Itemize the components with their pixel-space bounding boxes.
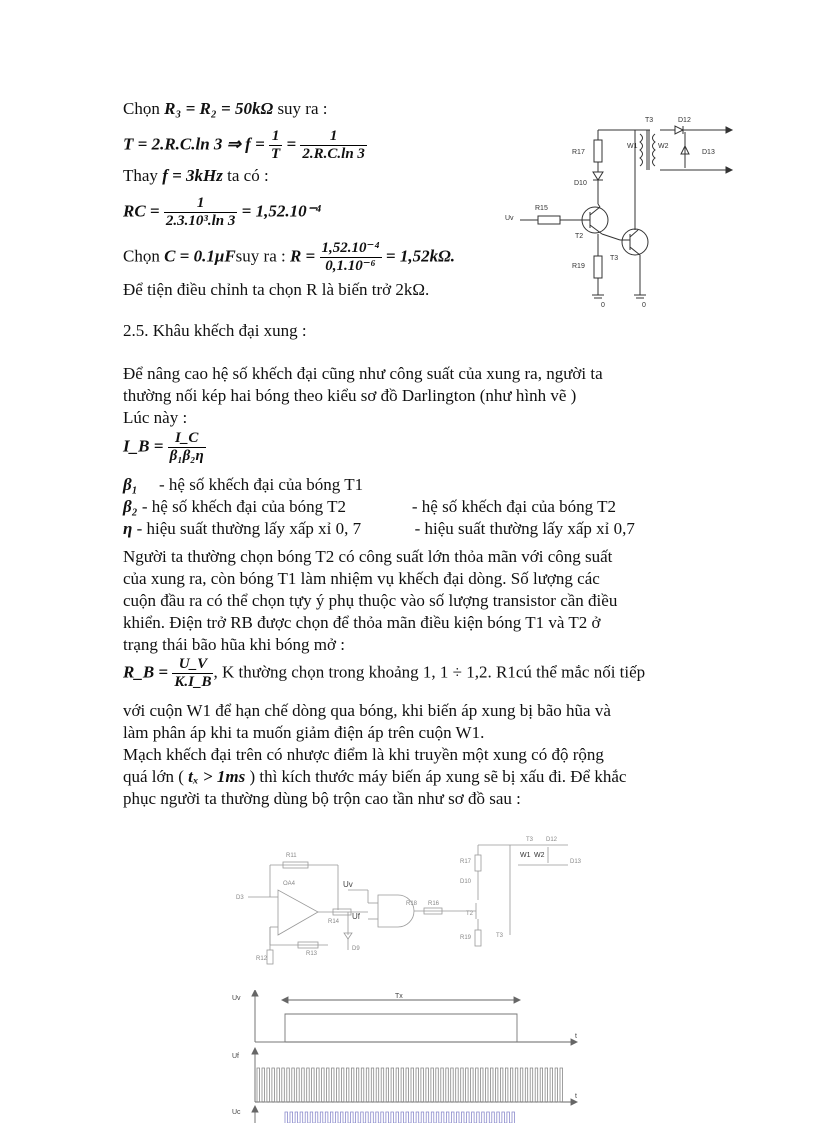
- text: Để nâng cao hệ số khếch đại cũng như công suất của xung ra, người ta: [123, 364, 603, 383]
- text: với cuộn W1 để hạn chế dòng qua bóng, khi biến áp xung bị bão hũa và: [123, 701, 611, 720]
- fraction-1-over-t: [269, 128, 282, 163]
- definitions-list: [123, 474, 703, 540]
- label: R17: [460, 859, 472, 865]
- numerator: 1,52.10⁻⁴: [321, 240, 380, 256]
- label: T3: [526, 837, 534, 843]
- label: T2: [466, 911, 474, 917]
- label-tx: Tx: [395, 993, 403, 1000]
- text: phục người ta thường dùng bộ trộn cao tần như sơ đồ sau :: [123, 789, 521, 808]
- text: Thay: [123, 166, 158, 185]
- section-heading: 2.5. Khâu khếch đại xung :: [123, 321, 307, 340]
- text: suy ra :: [235, 246, 286, 266]
- darlington-circuit-diagram: [480, 110, 750, 310]
- denominator: 2.R.C.ln 3: [302, 146, 365, 162]
- text: Lúc này :: [123, 408, 188, 427]
- resistor-r19b: [475, 930, 481, 946]
- and-gate-symbol: [378, 895, 414, 927]
- text: thường nối kép hai bóng theo kiểu sơ đồ Darlington (như hình vẽ ): [123, 386, 577, 405]
- label: D10: [460, 879, 472, 885]
- denominator: K.I_B: [174, 674, 212, 690]
- text: [168, 430, 206, 465]
- formula-rb: [123, 656, 645, 691]
- numerator: 1: [164, 195, 238, 213]
- numerator: I_C: [168, 430, 206, 448]
- text: của xung ra, còn bóng T1 làm nhiệm vụ khếch đại dòng. Số lượng các: [123, 569, 600, 588]
- resistor-r17b: [475, 855, 481, 871]
- label: R19: [572, 263, 585, 270]
- uc-pulse-path: [285, 1112, 515, 1123]
- label-uv: Uv: [232, 995, 241, 1002]
- op-amp-symbol: [278, 890, 318, 935]
- resistor-r17: [594, 140, 602, 162]
- label: W1: [627, 143, 638, 150]
- formula-ib: [123, 430, 206, 465]
- label: R11: [286, 853, 297, 859]
- label: R12: [256, 956, 268, 962]
- text: Mạch khếch đại trên có nhược điểm là khi truyền một xung có độ rộng: [123, 745, 604, 764]
- numerator: U_V: [172, 656, 213, 674]
- text: Chọn: [123, 99, 160, 118]
- label: OA4: [283, 881, 296, 887]
- label: W2: [534, 852, 545, 859]
- text: làm phân áp khi ta muốn giảm điện áp trên cuộn W1.: [123, 723, 485, 742]
- label: R18: [406, 901, 418, 907]
- text: ta có :: [227, 166, 269, 185]
- label: R13: [306, 951, 318, 957]
- label: T3: [645, 117, 654, 124]
- text: quá lớn (: [123, 767, 184, 786]
- resistor-r19: [594, 256, 602, 278]
- label: 0: [601, 302, 605, 309]
- paragraph-w1: [123, 700, 723, 810]
- text: - hiệu suất thường lấy xấp xỉ 0,7: [414, 519, 635, 538]
- text: - hệ số khếch đại của bóng T2: [411, 497, 616, 516]
- text: ) thì kích thước máy biến áp xung sẽ bị xấu đi. Để khắc: [249, 767, 627, 786]
- label: R16: [428, 901, 440, 907]
- label: D3: [236, 895, 244, 901]
- denominator: β₁β₂η: [169, 448, 204, 464]
- label: D10: [574, 180, 587, 187]
- label: T2: [575, 233, 584, 240]
- line-period: T = 2.R.C.ln 3 ⇒ f = $\frac{1}{T}$ = $\frac{1}{2.R.C.\ln 3}$: [123, 128, 365, 162]
- equation-c: C = 0.1μF: [164, 246, 236, 266]
- label: Uf: [352, 912, 360, 921]
- text: [172, 656, 213, 691]
- text: - hệ số khếch đại của bóng T1: [159, 475, 364, 494]
- denominator: 0,1.10⁻⁶: [325, 258, 376, 274]
- text: Chọn: [123, 246, 160, 266]
- label: D12: [678, 117, 691, 124]
- line-adjust: Để tiện điều chỉnh ta chọn R là biến trở 2kΩ.: [123, 280, 430, 299]
- paragraph-selection: [123, 546, 703, 656]
- label: T3: [610, 255, 619, 262]
- text: R_B =: [123, 662, 169, 682]
- text: = 1,52kΩ.: [385, 246, 456, 266]
- text: - hiệu suất thường lấy xấp xỉ 0, 7: [136, 519, 362, 538]
- equation-f: f = 3kHz: [162, 166, 223, 185]
- line-thay: [123, 165, 269, 187]
- resistor-r12: [267, 950, 273, 964]
- label-t: t: [575, 1093, 577, 1100]
- uf-pulse-path: [257, 1068, 563, 1102]
- mixer-circuit-diagram: [228, 835, 598, 970]
- label-uc: Uc: [232, 1109, 241, 1116]
- waveform-diagram: [230, 990, 590, 1123]
- label: W2: [658, 143, 669, 150]
- label: R17: [572, 149, 585, 156]
- fraction-r: [320, 240, 382, 275]
- text: RC =: [123, 201, 160, 221]
- text: η: [123, 519, 133, 538]
- text: - hệ số khếch đại của bóng T2: [141, 497, 346, 516]
- line-chon-c: [123, 240, 455, 275]
- label-uf: Uf: [232, 1053, 239, 1060]
- line-rc: [123, 195, 321, 230]
- text: β₂: [123, 497, 138, 516]
- text: = 1,52.10⁻⁴: [241, 201, 322, 221]
- label: Uv: [343, 880, 353, 889]
- text: trạng thái bão hũa khi bóng mở :: [123, 635, 345, 654]
- text: R =: [289, 246, 316, 266]
- uc-pulse-train: [285, 1112, 515, 1123]
- text: suy ra :: [277, 99, 328, 118]
- label: D13: [570, 859, 582, 865]
- definition-eta: [123, 518, 703, 540]
- text: tₓ > 1ms: [188, 767, 246, 786]
- fraction-rc: [164, 195, 238, 230]
- numerator: 1: [269, 128, 282, 146]
- label: R15: [535, 205, 548, 212]
- label-t: t: [575, 1033, 577, 1040]
- denominator: T: [271, 146, 281, 162]
- label: R14: [328, 919, 340, 925]
- line-pulse-width: [123, 766, 723, 788]
- text: khiển. Điện trở RB được chọn để thỏa mãn điều kiện bóng T1 và T2 ở: [123, 613, 601, 632]
- label: 0: [642, 302, 646, 309]
- label: Uv: [505, 215, 514, 222]
- fraction-1-over-2rcln3: [300, 128, 367, 163]
- equation-r3-r2: R₃ = R₂ = 50kΩ: [164, 99, 274, 118]
- line-chon-r: [123, 98, 327, 120]
- denominator: 2.3.10³.ln 3: [165, 213, 236, 229]
- text: Người ta thường chọn bóng T2 có công suất lớn thỏa mãn với công suất: [123, 547, 613, 566]
- label: D9: [352, 946, 360, 952]
- text: I_B =: [123, 436, 164, 456]
- definition-beta1: [123, 474, 703, 496]
- numerator: 1: [300, 128, 367, 146]
- resistor-r15: [538, 216, 560, 224]
- label: R19: [460, 935, 472, 941]
- label: D12: [546, 837, 558, 843]
- definition-beta2: [123, 496, 703, 518]
- uf-pulse-train: [257, 1068, 563, 1102]
- paragraph-intro: [123, 363, 703, 429]
- label: W1: [520, 852, 531, 859]
- equation-period: T = 2.R.C.ln 3 ⇒ f =: [123, 134, 265, 154]
- text: β₁: [123, 475, 138, 494]
- label: D13: [702, 149, 715, 156]
- label: T3: [496, 933, 504, 939]
- text: , K thường chọn trong khoảng 1, 1 ÷ 1,2. R1cú thể mắc nối tiếp: [213, 662, 646, 682]
- text: cuộn đầu ra có thể chọn tựy ý phụ thuộc vào số lượng transistor cần điều: [123, 591, 618, 610]
